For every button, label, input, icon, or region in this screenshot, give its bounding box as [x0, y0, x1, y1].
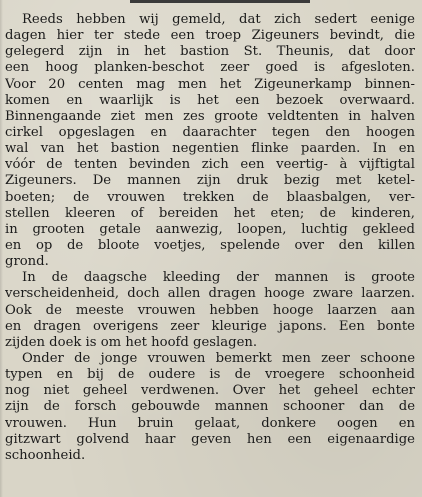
paragraph-1 — [5, 12, 415, 270]
text-line: zijden doek is om het hoofd geslagen. — [5, 334, 258, 350]
text-line: gitzwart golvend haar geven hen een eigenaardige — [5, 431, 415, 447]
text-line: nog niet geheel verdwenen. Over het geheel echter — [5, 383, 415, 399]
text-line: vóór de tenten bevinden zich een veertig- à vijftigtal — [5, 157, 415, 173]
text-line: dagen hier ter stede een troep Zigeuners bevindt, die — [5, 28, 415, 44]
text-line: Voor 20 centen mag men het Zigeunerkamp binnen- — [5, 76, 415, 92]
text-line: Onder de jonge vrouwen bemerkt men zeer schoone — [22, 350, 415, 366]
text-line: en dragen overigens zeer kleurige japons. Een bonte — [5, 318, 415, 334]
text-line: Ook de meeste vrouwen hebben hooge laarzen aan — [5, 302, 415, 318]
text-line: komen en waarlijk is het een bezoek overwaard. — [5, 92, 415, 108]
text-line: grond. — [5, 254, 49, 270]
text-line: zijn de forsch gebouwde mannen schooner dan de — [5, 399, 415, 415]
text-line: gelegerd zijn in het bastion St. Theunis, dat door — [5, 44, 415, 60]
text-line: stellen kleeren of bereiden het eten; de kinderen, — [5, 205, 415, 221]
article-body — [5, 12, 415, 464]
text-line: cirkel opgeslagen en daarachter tegen den hoogen — [5, 124, 415, 140]
text-line: boeten; de vrouwen trekken de blaasbalgen, ver- — [5, 189, 415, 205]
text-line: Zigeuners. De mannen zijn druk bezig met ketel- — [5, 173, 415, 189]
paragraph-3 — [5, 351, 415, 464]
text-line: een hoog planken-beschot zeer goed is afgesloten. — [5, 60, 415, 76]
separator-rule — [130, 0, 310, 3]
paper-edge-shadow — [0, 0, 3, 497]
text-line: typen en bij de oudere is de vroegere schoonheid — [5, 367, 415, 383]
text-line: en op de bloote voetjes, spelende over den killen — [5, 237, 415, 253]
text-line: vrouwen. Hun bruin gelaat, donkere oogen en — [5, 415, 415, 431]
text-line: schoonheid. — [5, 447, 86, 463]
text-line: Reeds hebben wij gemeld, dat zich sedert eenige — [22, 12, 415, 27]
text-line: Binnengaande ziet men zes groote veldtenten in halven — [5, 108, 415, 124]
paragraph-2 — [5, 270, 415, 351]
text-line: in grooten getale aanwezig, loopen, luchtig gekleed — [5, 221, 415, 237]
text-line: verscheidenheid, doch allen dragen hooge zware laarzen. — [5, 286, 415, 302]
text-line: wal van het bastion negentien flinke paarden. In en — [5, 141, 415, 157]
text-line: In de daagsche kleeding der mannen is groote — [22, 270, 415, 286]
